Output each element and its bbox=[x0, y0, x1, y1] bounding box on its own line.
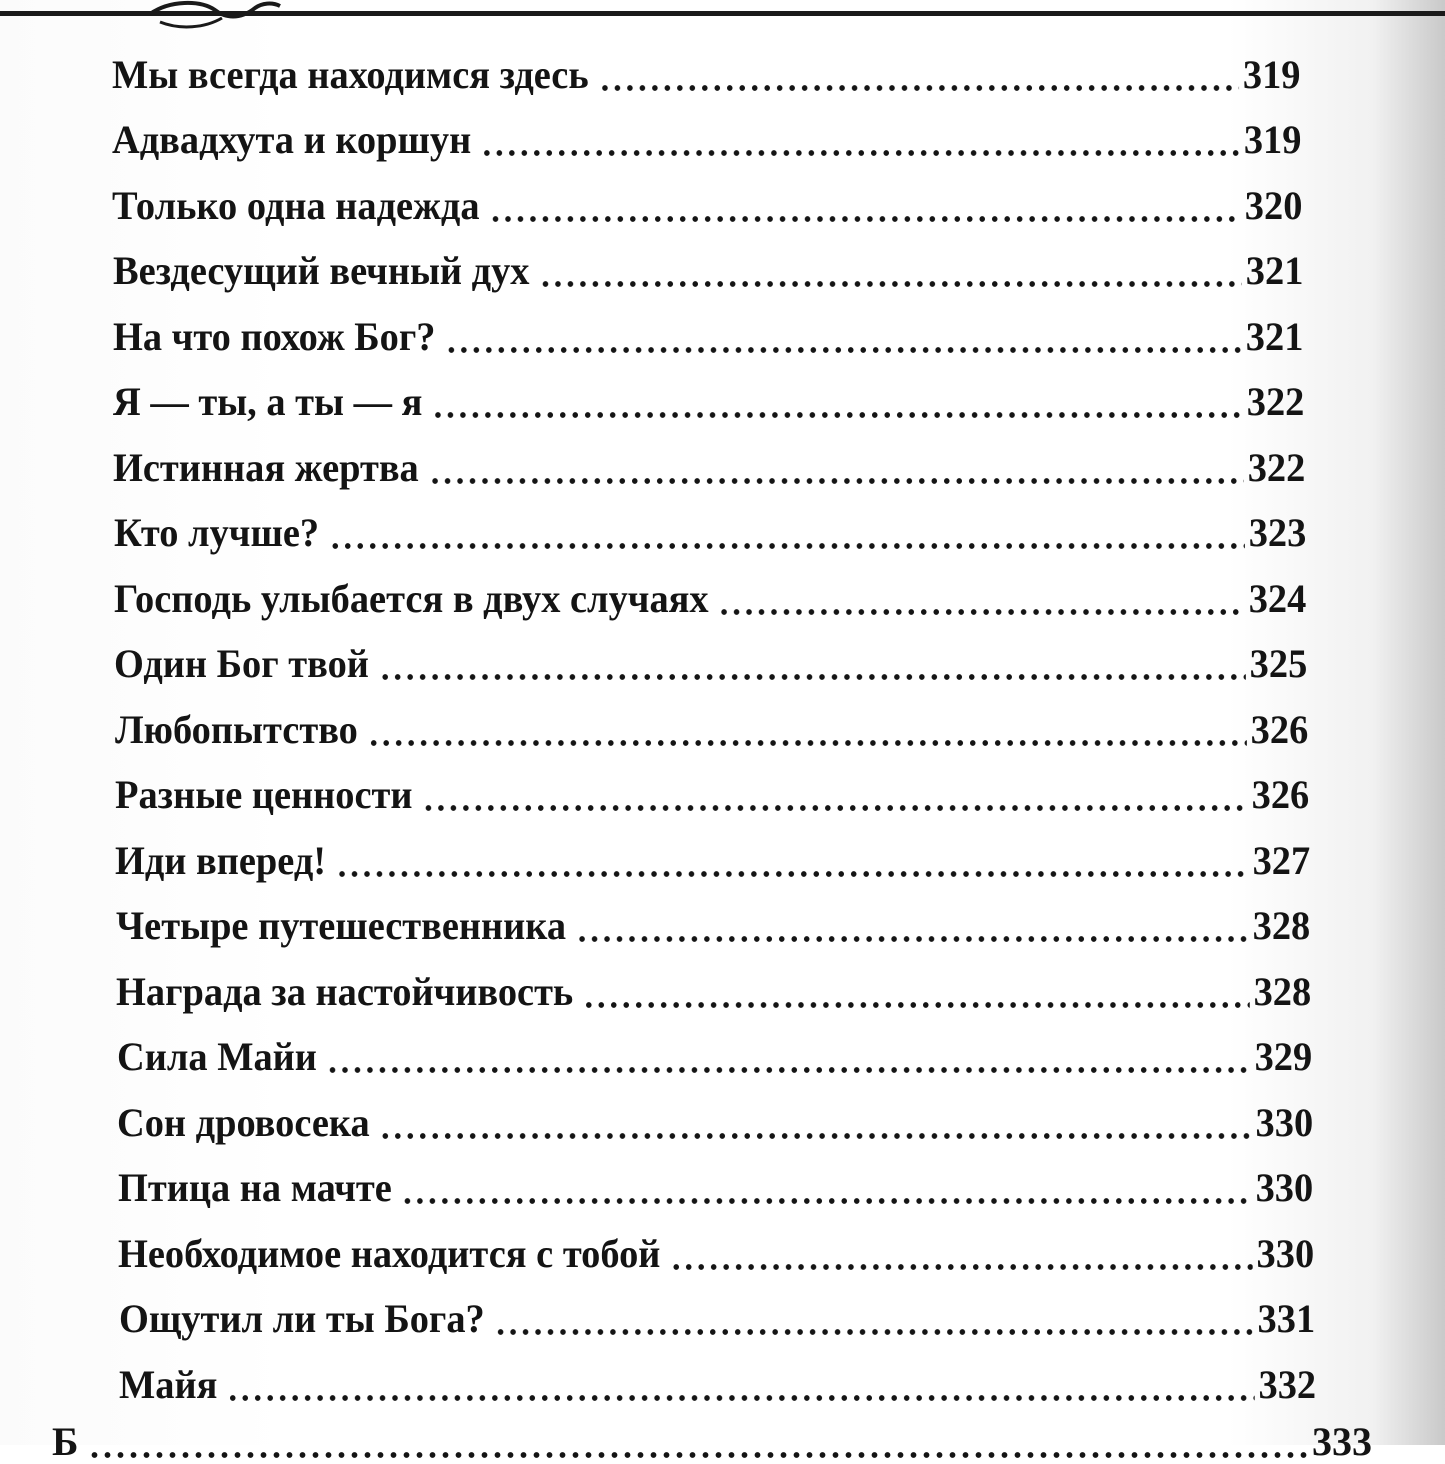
leader-dots bbox=[539, 279, 1242, 289]
toc-entry-title: Любопытство bbox=[115, 707, 358, 752]
leader-dots bbox=[367, 738, 1246, 748]
toc-entry bbox=[115, 825, 1310, 883]
leader-dots bbox=[88, 1450, 1308, 1460]
toc-entry bbox=[114, 628, 1307, 686]
toc-entry bbox=[116, 890, 1310, 948]
leader-dots bbox=[494, 1327, 1253, 1337]
leader-dots bbox=[583, 1000, 1250, 1010]
toc-section-title: Б bbox=[52, 1419, 79, 1464]
leader-dots bbox=[329, 541, 1245, 551]
leader-dots bbox=[327, 1065, 1251, 1075]
toc-entry bbox=[118, 1218, 1314, 1276]
toc-entry bbox=[113, 366, 1304, 424]
toc-entry-page: 323 bbox=[1248, 510, 1307, 555]
leader-dots bbox=[445, 345, 1242, 355]
toc-entry bbox=[116, 956, 1311, 1014]
toc-entry bbox=[115, 759, 1309, 817]
toc-entry-page: 325 bbox=[1249, 641, 1308, 686]
toc-entry bbox=[114, 563, 1306, 621]
toc-entry bbox=[114, 497, 1306, 555]
toc-entry-page: 319 bbox=[1242, 52, 1301, 97]
toc-entry bbox=[112, 104, 1301, 162]
leader-dots bbox=[401, 1196, 1251, 1206]
leader-dots bbox=[718, 607, 1245, 617]
toc-entry-title: На что похож Бог? bbox=[113, 314, 436, 359]
toc-entry-page: 327 bbox=[1252, 838, 1311, 883]
toc-entry-title: Господь улыбается в двух случаях bbox=[114, 576, 709, 621]
toc-entry-page: 326 bbox=[1251, 772, 1310, 817]
toc-entry bbox=[113, 235, 1303, 293]
toc-entry-title: Четыре путешественника bbox=[116, 903, 567, 948]
leader-dots bbox=[422, 803, 1248, 813]
toc-entry bbox=[112, 170, 1302, 228]
toc-section-page: 333 bbox=[1312, 1419, 1372, 1464]
leader-dots bbox=[576, 934, 1249, 944]
toc-entry-page: 322 bbox=[1246, 379, 1305, 424]
toc-entry-page: 321 bbox=[1245, 248, 1304, 293]
leader-dots bbox=[227, 1393, 1255, 1403]
toc-entry bbox=[119, 1349, 1316, 1407]
toc-entry bbox=[119, 1283, 1315, 1341]
toc-entry-title: Птица на мачте bbox=[118, 1165, 392, 1210]
toc-entry-title: Иди вперед! bbox=[115, 838, 327, 883]
toc-entry-page: 329 bbox=[1254, 1034, 1313, 1079]
toc-entry-title: Адвадхута и коршун bbox=[112, 117, 472, 162]
toc-entry-page: 319 bbox=[1243, 117, 1302, 162]
toc-entry-title: Я — ты, а ты — я bbox=[113, 379, 423, 424]
toc-entry-page: 331 bbox=[1257, 1296, 1316, 1341]
toc-entry-page: 324 bbox=[1248, 576, 1307, 621]
toc-entry-page: 326 bbox=[1250, 707, 1309, 752]
leader-dots bbox=[598, 83, 1239, 93]
toc-entry-title: Сила Майи bbox=[117, 1034, 317, 1079]
toc-entry-title: Сон дровосека bbox=[117, 1100, 370, 1145]
toc-entry-title: Мы всегда находимся здесь bbox=[112, 52, 589, 97]
toc-entry-page: 332 bbox=[1258, 1362, 1317, 1407]
toc-entry-title: Вездесущий вечный дух bbox=[113, 248, 530, 293]
toc-entry-title: Ощутил ли ты Бога? bbox=[119, 1296, 485, 1341]
toc-entry bbox=[115, 694, 1308, 752]
toc-entry-title: Один Бог твой bbox=[114, 641, 369, 686]
next-section-entry bbox=[52, 1420, 1372, 1464]
leader-dots bbox=[428, 476, 1244, 486]
toc-entry-page: 322 bbox=[1247, 445, 1306, 490]
leader-dots bbox=[489, 214, 1241, 224]
toc-entry-title: Истинная жертва bbox=[113, 445, 419, 490]
toc-entry-page: 328 bbox=[1253, 969, 1312, 1014]
leader-dots bbox=[379, 1131, 1251, 1141]
toc-entry bbox=[113, 301, 1303, 359]
toc-entry-title: Только одна надежда bbox=[112, 183, 480, 228]
toc-entry-title: Разные ценности bbox=[115, 772, 413, 817]
toc-entry bbox=[113, 432, 1305, 490]
toc-entry-page: 328 bbox=[1252, 903, 1311, 948]
leader-dots bbox=[379, 672, 1246, 682]
toc-entry-page: 320 bbox=[1244, 183, 1303, 228]
toc-entry-page: 321 bbox=[1245, 314, 1304, 359]
toc-entry-page: 330 bbox=[1256, 1231, 1315, 1276]
toc-entry bbox=[118, 1152, 1313, 1210]
toc-entry-title: Кто лучше? bbox=[114, 510, 320, 555]
toc-entry-page: 330 bbox=[1255, 1165, 1314, 1210]
toc-entry-page: 330 bbox=[1255, 1100, 1314, 1145]
toc-entry-title: Награда за настойчивость bbox=[116, 969, 574, 1014]
leader-dots bbox=[432, 410, 1243, 420]
toc-entry bbox=[117, 1021, 1312, 1079]
toc-entry bbox=[117, 1087, 1313, 1145]
leader-dots bbox=[670, 1262, 1253, 1272]
leader-dots bbox=[481, 148, 1240, 158]
toc-entry-title: Необходимое находится с тобой bbox=[118, 1231, 661, 1276]
leader-dots bbox=[336, 869, 1249, 879]
toc-entry-title: Майя bbox=[119, 1362, 218, 1407]
toc-entry bbox=[112, 39, 1300, 97]
